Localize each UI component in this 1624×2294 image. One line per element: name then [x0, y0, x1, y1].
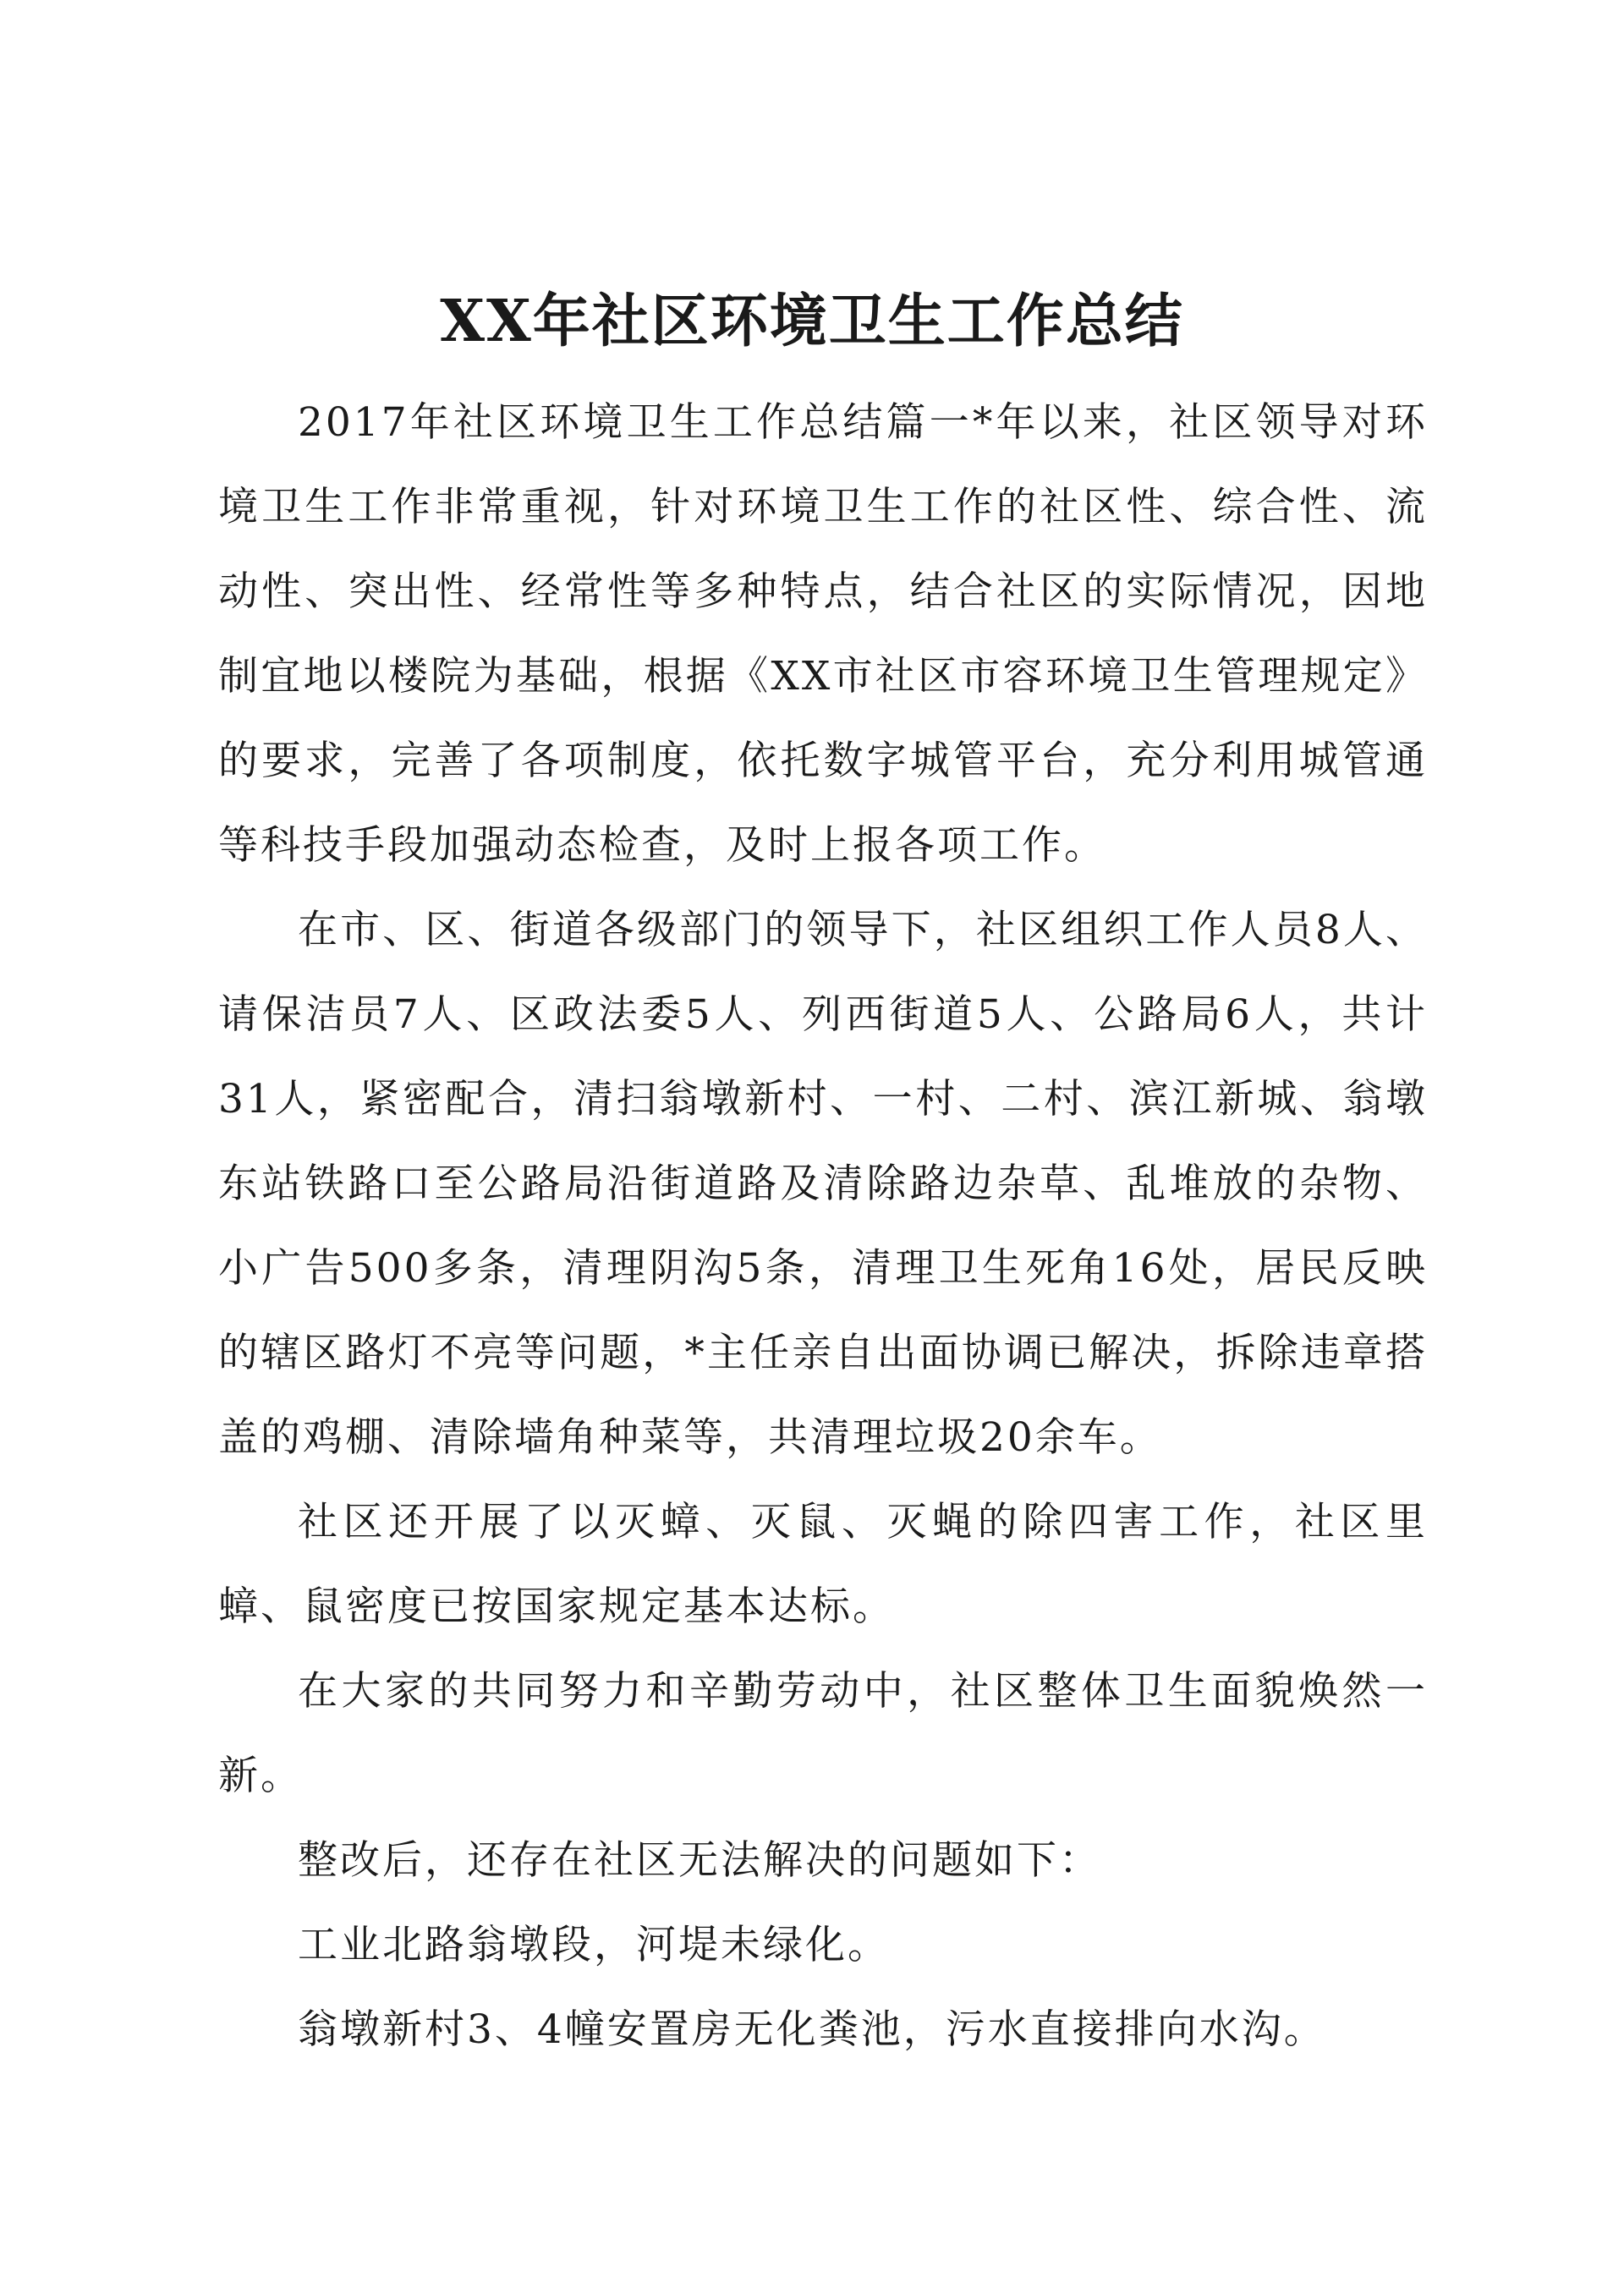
paragraph: 在大家的共同努力和辛勤劳动中，社区整体卫生面貌焕然一新。: [218, 1668, 1428, 1799]
paragraph: 社区还开展了以灭蟑、灭鼠、灭蝇的除四害工作，社区里蟑、鼠密度已按国家规定基本达标。: [218, 1499, 1428, 1630]
document-body: [218, 381, 1428, 2072]
document-title: XX年社区环境卫生工作总结: [440, 288, 1184, 355]
paragraph: 工业北路翁墩段，河堤未绿化。: [298, 1922, 890, 1968]
paragraph: 在市、区、街道各级部门的领导下，社区组织工作人员8人、请保洁员7人、区政法委5人、列西街道5人、公路局6人，共计31人，紧密配合，清扫翁墩新村、一村、二村、滨江新城、翁墩东站铁路口至公路局沿街道路及清除路边杂草、乱堆放的杂物、小广告500多条，清理阴沟5条，清理卫生死角16处，居民反映的辖区路灯不亮等问题，*主任亲自出面协调已解决，拆除违章搭盖的鸡棚、清除墙角种菜等，共清理垃圾20余车。: [218, 907, 1428, 1461]
paragraph: 翁墩新村3、4幢安置房无化粪池，污水直接排向水沟。: [298, 2006, 1326, 2053]
paragraph: 整改后，还存在社区无法解决的问题如下：: [298, 1837, 1101, 1884]
paragraph: 2017年社区环境卫生工作总结篇一*年以来，社区领导对环境卫生工作非常重视，针对环境卫生工作的社区性、综合性、流动性、突出性、经常性等多种特点，结合社区的实际情况，因地制宜地以楼院为基础，根据《XX市社区市容环境卫生管理规定》的要求，完善了各项制度，依托数字城管平台，充分利用城管通等科技手段加强动态检查，及时上报各项工作。: [218, 399, 1428, 869]
